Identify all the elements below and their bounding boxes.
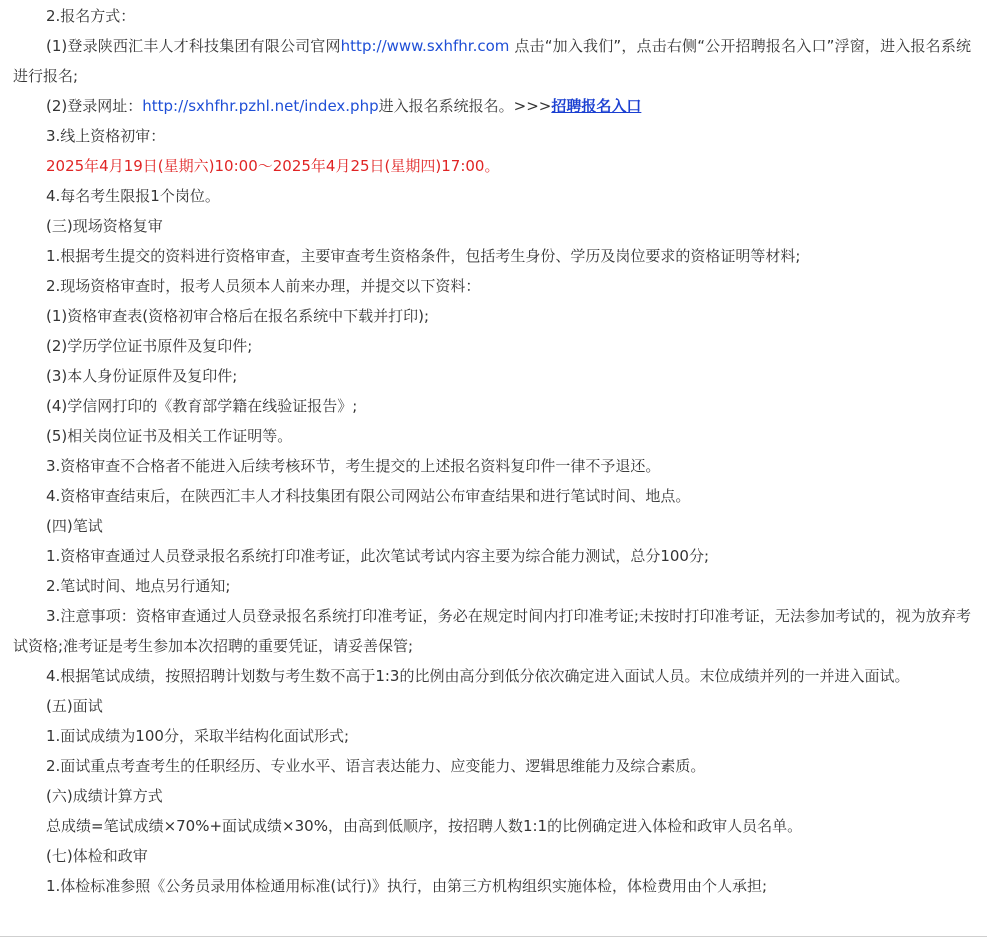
- written-exam-item-3: 3.注意事项：资格审查通过人员登录报名系统打印准考证，务必在规定时间内打印准考证;未按时打印准考证，无法参加考试的，视为放弃考试资格;准考证是考生参加本次招聘的重要凭证，请妥善保管;: [13, 607, 971, 655]
- medical-review-item-1: 1.体检标准参照《公务员录用体检通用标准(试行)》执行，由第三方机构组织实施体检，体检费用由个人承担;: [46, 877, 768, 895]
- registration-method-2: [13, 91, 971, 121]
- document-item-5: (5)相关岗位证书及相关工作证明等。: [46, 427, 293, 445]
- one-position-limit: 4.每名考生限报1个岗位。: [46, 187, 220, 205]
- written-exam-item-1: 1.资格审查通过人员登录报名系统打印准考证，此次笔试考试内容主要为综合能力测试，总分100分;: [46, 547, 709, 565]
- interview-item-2: 2.面试重点考查考生的任职经历、专业水平、语言表达能力、应变能力、逻辑思维能力及综合素质。: [46, 757, 706, 775]
- document-item-2: (2)学历学位证书原件及复印件;: [46, 337, 253, 355]
- registration-system-url: http://sxhfhr.pzhl.net/index.php: [142, 97, 379, 115]
- official-site-url: http://www.sxhfhr.com: [340, 37, 510, 55]
- registration-method-1-prefix: (1)登录陕西汇丰人才科技集团有限公司官网: [46, 37, 341, 55]
- section-onsite-review: (三)现场资格复审: [46, 217, 163, 235]
- onsite-review-item-1: 1.根据考生提交的资料进行资格审查，主要审查考生资格条件，包括考生身份、学历及岗位要求的资格证明等材料;: [46, 247, 801, 265]
- onsite-review-item-3: 3.资格审查不合格者不能进入后续考核环节，考生提交的上述报名资料复印件一律不予退还。: [46, 457, 661, 475]
- document-item-4: (4)学信网打印的《教育部学籍在线验证报告》;: [46, 397, 358, 415]
- document-item-1: (1)资格审查表(资格初审合格后在报名系统中下载并打印);: [46, 307, 430, 325]
- section-score-calculation: (六)成绩计算方式: [46, 787, 163, 805]
- registration-entry-link[interactable]: 招聘报名入口: [551, 97, 642, 115]
- registration-method-1: [13, 31, 971, 91]
- article-body: [13, 1, 971, 901]
- registration-method-2-prefix: (2)登录网址：: [46, 97, 143, 115]
- registration-method-2-middle: 进入报名系统报名。>>>: [378, 97, 552, 115]
- online-review-period: 2025年4月19日(星期六)10:00～2025年4月25日(星期四)17:00。: [46, 157, 500, 175]
- interview-item-1: 1.面试成绩为100分，采取半结构化面试形式;: [46, 727, 349, 745]
- section-medical-political-review: (七)体检和政审: [46, 847, 148, 865]
- document-item-3: (3)本人身份证原件及复印件;: [46, 367, 238, 385]
- total-score-formula: 总成绩=笔试成绩×70%+面试成绩×30%，由高到低顺序，按招聘人数1:1的比例确定进入体检和政审人员名单。: [46, 817, 803, 835]
- onsite-review-item-2: 2.现场资格审查时，报考人员须本人前来办理，并提交以下资料：: [46, 277, 481, 295]
- section-interview: (五)面试: [46, 697, 103, 715]
- written-exam-item-2: 2.笔试时间、地点另行通知;: [46, 577, 231, 595]
- written-exam-item-4: 4.根据笔试成绩，按照招聘计划数与考生数不高于1:3的比例由高分到低分依次确定进入面试人员。末位成绩并列的一并进入面试。: [46, 667, 910, 685]
- onsite-review-item-4: 4.资格审查结束后，在陕西汇丰人才科技集团有限公司网站公布审查结果和进行笔试时间、地点。: [46, 487, 691, 505]
- section-written-exam: (四)笔试: [46, 517, 103, 535]
- online-preliminary-review-heading: 3.线上资格初审：: [46, 127, 166, 145]
- registration-method-1-suffix: 点击“加入我们”，点击右侧“公开招聘报名入口”浮窗，进入报名系统进行报名;: [13, 37, 972, 85]
- registration-method-heading: 2.报名方式：: [46, 7, 136, 25]
